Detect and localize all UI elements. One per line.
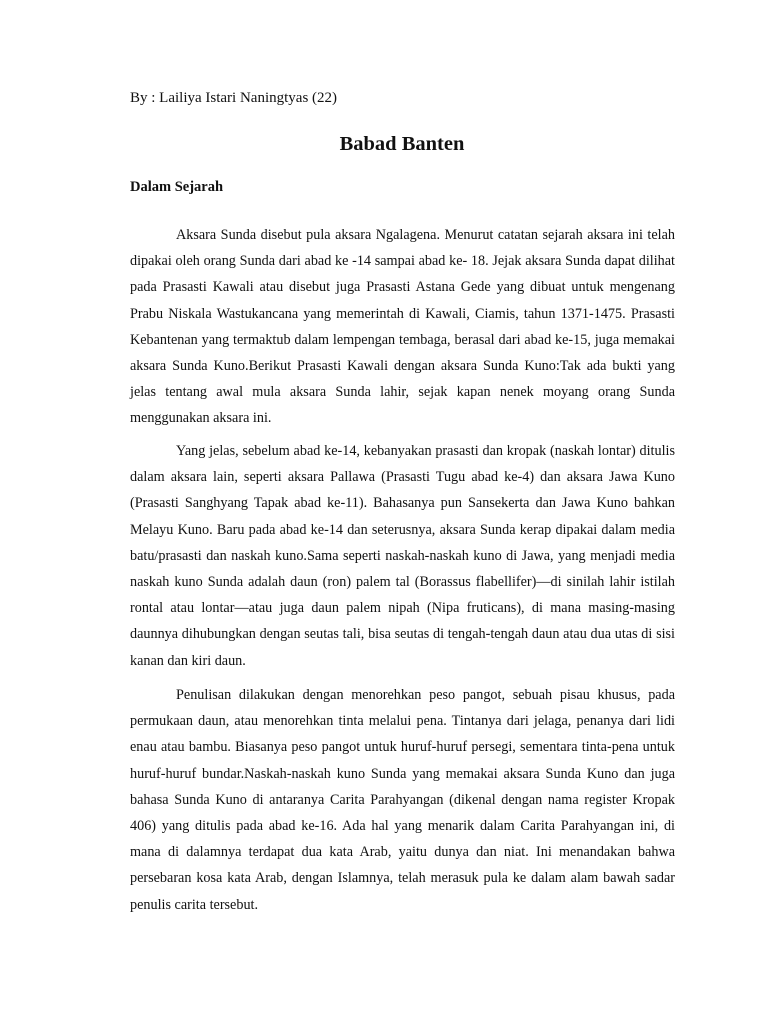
paragraph-1: Aksara Sunda disebut pula aksara Ngalagena. Menurut catatan sejarah aksara ini telah dipakai oleh orang Sunda dari abad ke -14 sampai abad ke- 18. Jejak aksara Sunda dapat dilihat pada Prasasti Kawali atau disebut juga Prasasti Astana Gede yang dibuat untuk mengenang Prabu Niskala Wastukancana yang memerintah di Kawali, Ciamis, tahun 1371-1475. Prasasti Kebantenan yang termaktub dalam lempengan tembaga, berasal dari abad ke-15, juga memakai aksara Sunda Kuno.Berikut Prasasti Kawali dengan aksara Sunda Kuno:Tak ada bukti yang jelas tentang awal mula aksara Sunda lahir, sejak kapan nenek moyang orang Sunda menggunakan aksara ini. — [130, 227, 675, 427]
section-heading: Dalam Sejarah — [130, 179, 224, 195]
paragraph-3: Penulisan dilakukan dengan menorehkan peso pangot, sebuah pisau khusus, pada permukaan daun, atau menorehkan tinta melalui pena. Tintanya dari jelaga, penanya dari lidi enau atau bambu. Biasanya peso pangot untuk huruf-huruf persegi, sementara tinta-pena untuk huruf-huruf bundar.Naskah-naskah kuno Sunda yang memakai aksara Sunda Kuno dan juga bahasa Sunda Kuno di antaranya Carita Parahyangan (dikenal dengan nama register Kropak 406) yang ditulis pada abad ke-16. Ada hal yang menarik dalam Carita Parahyangan ini, di mana di dalamnya terdapat dua kata Arab, yaitu dunya dan niat. Ini menandakan bahwa persebaran kosa kata Arab, dengan Islamnya, telah merasuk pula ke dalam alam bawah sadar penulis carita tersebut. — [130, 687, 675, 913]
document-title: Babad Banten — [339, 133, 465, 155]
paragraph-2: Yang jelas, sebelum abad ke-14, kebanyakan prasasti dan kropak (naskah lontar) ditulis dalam aksara lain, seperti aksara Pallawa (Prasasti Tugu abad ke-4) dan aksara Jawa Kuno (Prasasti Sanghyang Tapak abad ke-11). Bahasanya pun Sansekerta dan Jawa Kuno bahkan Melayu Kuno. Baru pada abad ke-14 dan seterusnya, aksara Sunda kerap dipakai dalam media batu/prasasti dan naskah kuno.Sama seperti naskah-naskah kuno di Jawa, yang menjadi media naskah kuno Sunda adalah daun (ron) palem tal (Borassus flabellifer)—di sinilah lahir istilah rontal atau lontar—atau juga daun palem nipah (Nipa fruticans), di mana masing-masing daunnya dihubungkan dengan seutas tali, bisa seutas di tengah-tengah daun atau dua utas di sisi kanan dan kiri daun. — [130, 443, 675, 669]
author-byline: By : Lailiya Istari Naningtyas (22) — [130, 90, 338, 106]
